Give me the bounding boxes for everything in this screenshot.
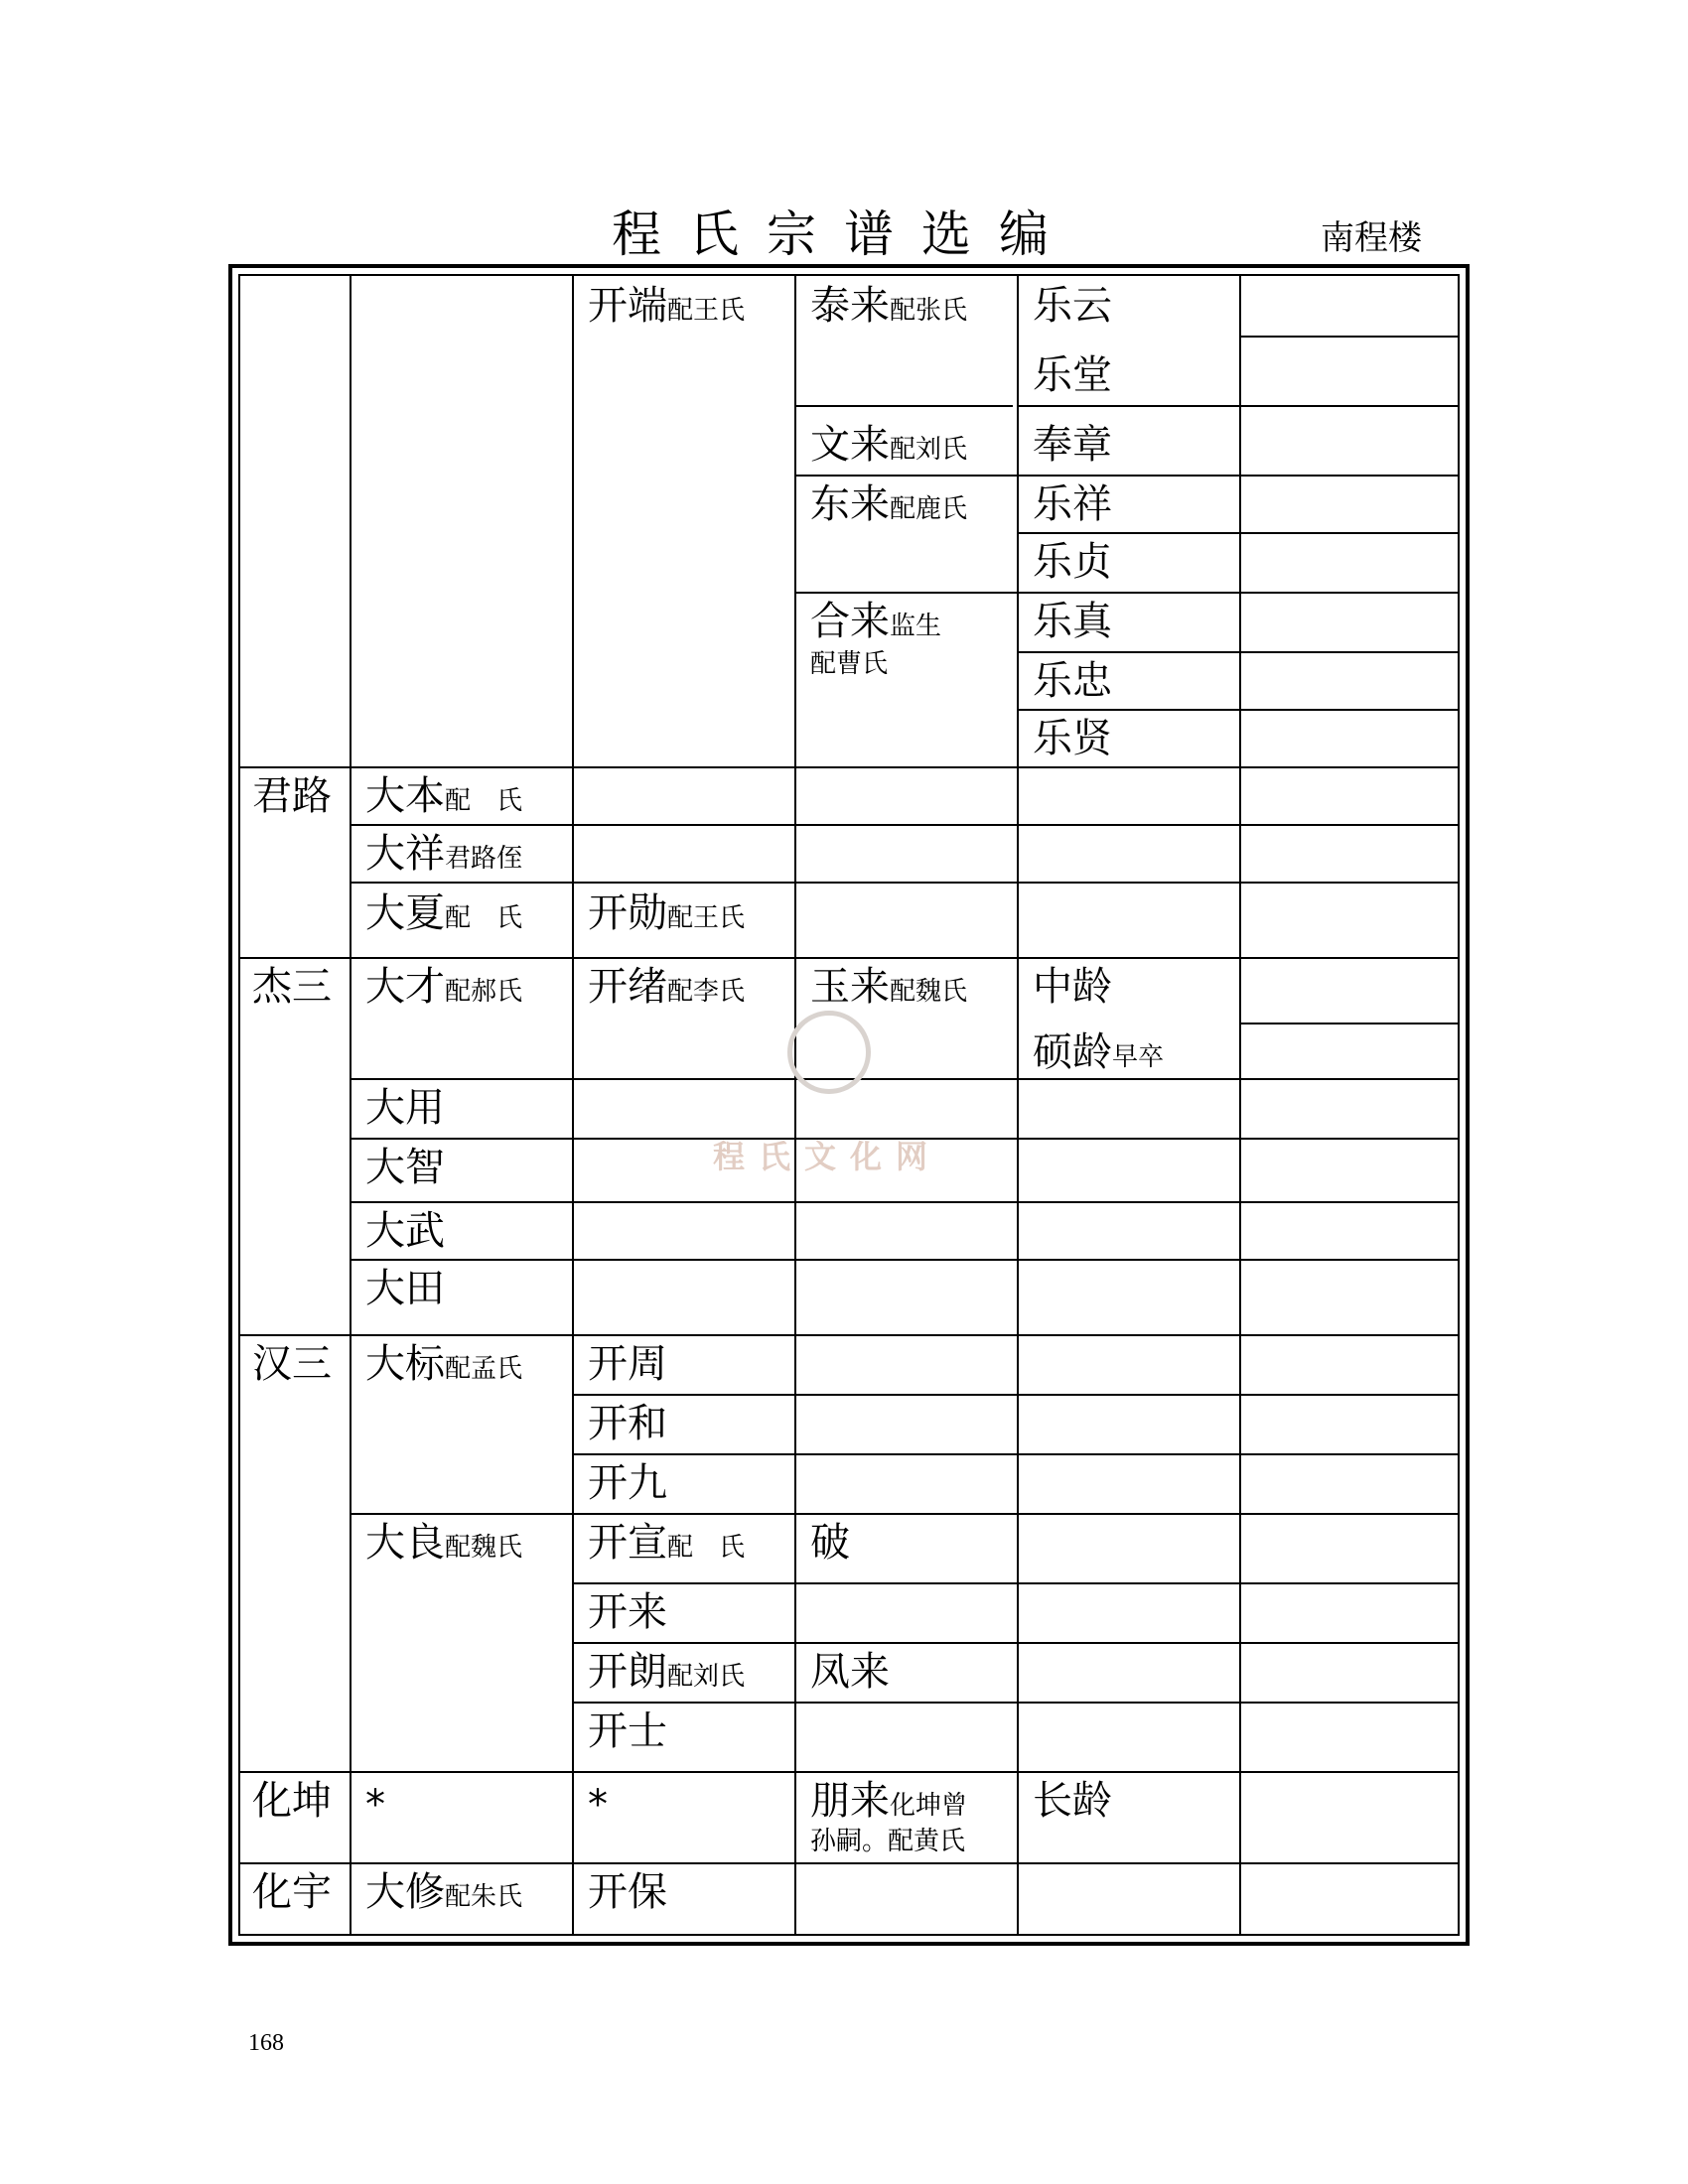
name-cell: 乐云 bbox=[1033, 283, 1112, 329]
name-cell: 开士 bbox=[588, 1708, 667, 1754]
row-divider bbox=[350, 882, 1458, 884]
row-divider bbox=[350, 1201, 1458, 1203]
name-cell: 中龄 bbox=[1033, 964, 1112, 1010]
name-cell: 大武 bbox=[365, 1208, 445, 1254]
name-cell: 开周 bbox=[588, 1341, 667, 1387]
name-cell: 文来配刘氏 bbox=[810, 422, 968, 468]
name-cell: 大本配 氏 bbox=[365, 773, 523, 819]
row-divider bbox=[572, 1702, 1458, 1704]
ancestor-cell: 君路 bbox=[252, 773, 332, 819]
row-divider bbox=[1017, 651, 1458, 653]
page-title: 程氏宗谱选编 bbox=[612, 205, 1076, 263]
name-cell: 硕龄早卒 bbox=[1033, 1029, 1165, 1075]
row-divider bbox=[572, 1642, 1458, 1644]
ancestor-cell: 汉三 bbox=[252, 1341, 332, 1387]
row-divider bbox=[240, 1771, 1458, 1773]
row-divider bbox=[240, 1862, 1458, 1864]
row-divider bbox=[350, 1513, 1458, 1515]
note-cell: 配曹氏 bbox=[810, 649, 889, 679]
name-cell: 玉来配魏氏 bbox=[810, 964, 968, 1010]
row-divider bbox=[350, 1259, 1458, 1261]
row-divider bbox=[572, 1582, 1458, 1584]
column-divider bbox=[350, 276, 352, 1934]
name-cell: 开绪配李氏 bbox=[588, 964, 746, 1010]
name-cell: 开勋配王氏 bbox=[588, 890, 746, 936]
row-divider bbox=[240, 766, 1458, 768]
ancestor-cell: 化宇 bbox=[252, 1869, 332, 1915]
name-cell: 大智 bbox=[365, 1145, 445, 1190]
name-cell: 乐堂 bbox=[1033, 352, 1112, 398]
column-divider bbox=[572, 276, 574, 1934]
name-cell: 朋来化坤曾 bbox=[810, 1778, 968, 1824]
name-cell: 大才配郝氏 bbox=[365, 964, 523, 1010]
page-subtitle: 南程楼 bbox=[1321, 218, 1422, 258]
name-cell: 破 bbox=[810, 1520, 850, 1566]
unknown-marker: * bbox=[588, 1782, 608, 1828]
column-divider bbox=[794, 276, 796, 1934]
watermark-text: 程氏文化网 bbox=[713, 1138, 942, 1175]
row-divider bbox=[794, 592, 1458, 594]
watermark-seal bbox=[787, 1011, 871, 1094]
row-divider bbox=[350, 824, 1458, 826]
row-divider bbox=[1239, 1023, 1458, 1024]
row-divider bbox=[240, 1334, 1458, 1336]
row-divider bbox=[1017, 405, 1458, 407]
name-cell: 大修配朱氏 bbox=[365, 1869, 523, 1915]
row-divider bbox=[572, 1453, 1458, 1455]
name-cell: 大祥君路侄 bbox=[365, 831, 523, 877]
name-cell: 开端配王氏 bbox=[588, 283, 746, 329]
row-divider bbox=[350, 1078, 1458, 1080]
row-divider bbox=[794, 405, 1013, 407]
name-cell: 开朗配刘氏 bbox=[588, 1649, 746, 1695]
unknown-marker: * bbox=[365, 1782, 385, 1828]
name-cell: 开宣配 氏 bbox=[588, 1520, 746, 1566]
name-cell: 开保 bbox=[588, 1869, 667, 1915]
genealogy-table bbox=[238, 274, 1460, 1936]
row-divider bbox=[240, 957, 1458, 959]
name-cell: 大夏配 氏 bbox=[365, 890, 523, 936]
name-cell: 乐贤 bbox=[1033, 716, 1112, 761]
name-cell: 大田 bbox=[365, 1266, 445, 1311]
row-divider bbox=[1017, 532, 1458, 534]
name-cell: 长龄 bbox=[1033, 1778, 1112, 1824]
note-cell: 孙嗣。配黄氏 bbox=[810, 1827, 966, 1856]
name-cell: 大良配魏氏 bbox=[365, 1520, 523, 1566]
ancestor-cell: 杰三 bbox=[252, 964, 332, 1010]
row-divider bbox=[572, 1394, 1458, 1396]
row-divider bbox=[1239, 336, 1458, 338]
name-cell: 乐贞 bbox=[1033, 539, 1112, 585]
column-divider bbox=[1239, 276, 1241, 1934]
name-cell: 乐忠 bbox=[1033, 658, 1112, 704]
name-cell: 合来监生 bbox=[810, 599, 942, 644]
row-divider bbox=[1017, 709, 1458, 711]
name-cell: 乐祥 bbox=[1033, 481, 1112, 527]
name-cell: 凤来 bbox=[810, 1649, 890, 1695]
name-cell: 大用 bbox=[365, 1085, 445, 1131]
row-divider bbox=[794, 475, 1458, 477]
name-cell: 开九 bbox=[588, 1460, 667, 1506]
page-number: 168 bbox=[248, 2030, 284, 2056]
ancestor-cell: 化坤 bbox=[252, 1778, 332, 1824]
column-divider bbox=[1017, 276, 1019, 1934]
name-cell: 开和 bbox=[588, 1401, 667, 1446]
name-cell: 奉章 bbox=[1033, 422, 1112, 468]
name-cell: 泰来配张氏 bbox=[810, 283, 968, 329]
name-cell: 开来 bbox=[588, 1589, 667, 1635]
name-cell: 乐真 bbox=[1033, 599, 1112, 644]
name-cell: 大标配孟氏 bbox=[365, 1341, 523, 1387]
name-cell: 东来配鹿氏 bbox=[810, 481, 968, 527]
